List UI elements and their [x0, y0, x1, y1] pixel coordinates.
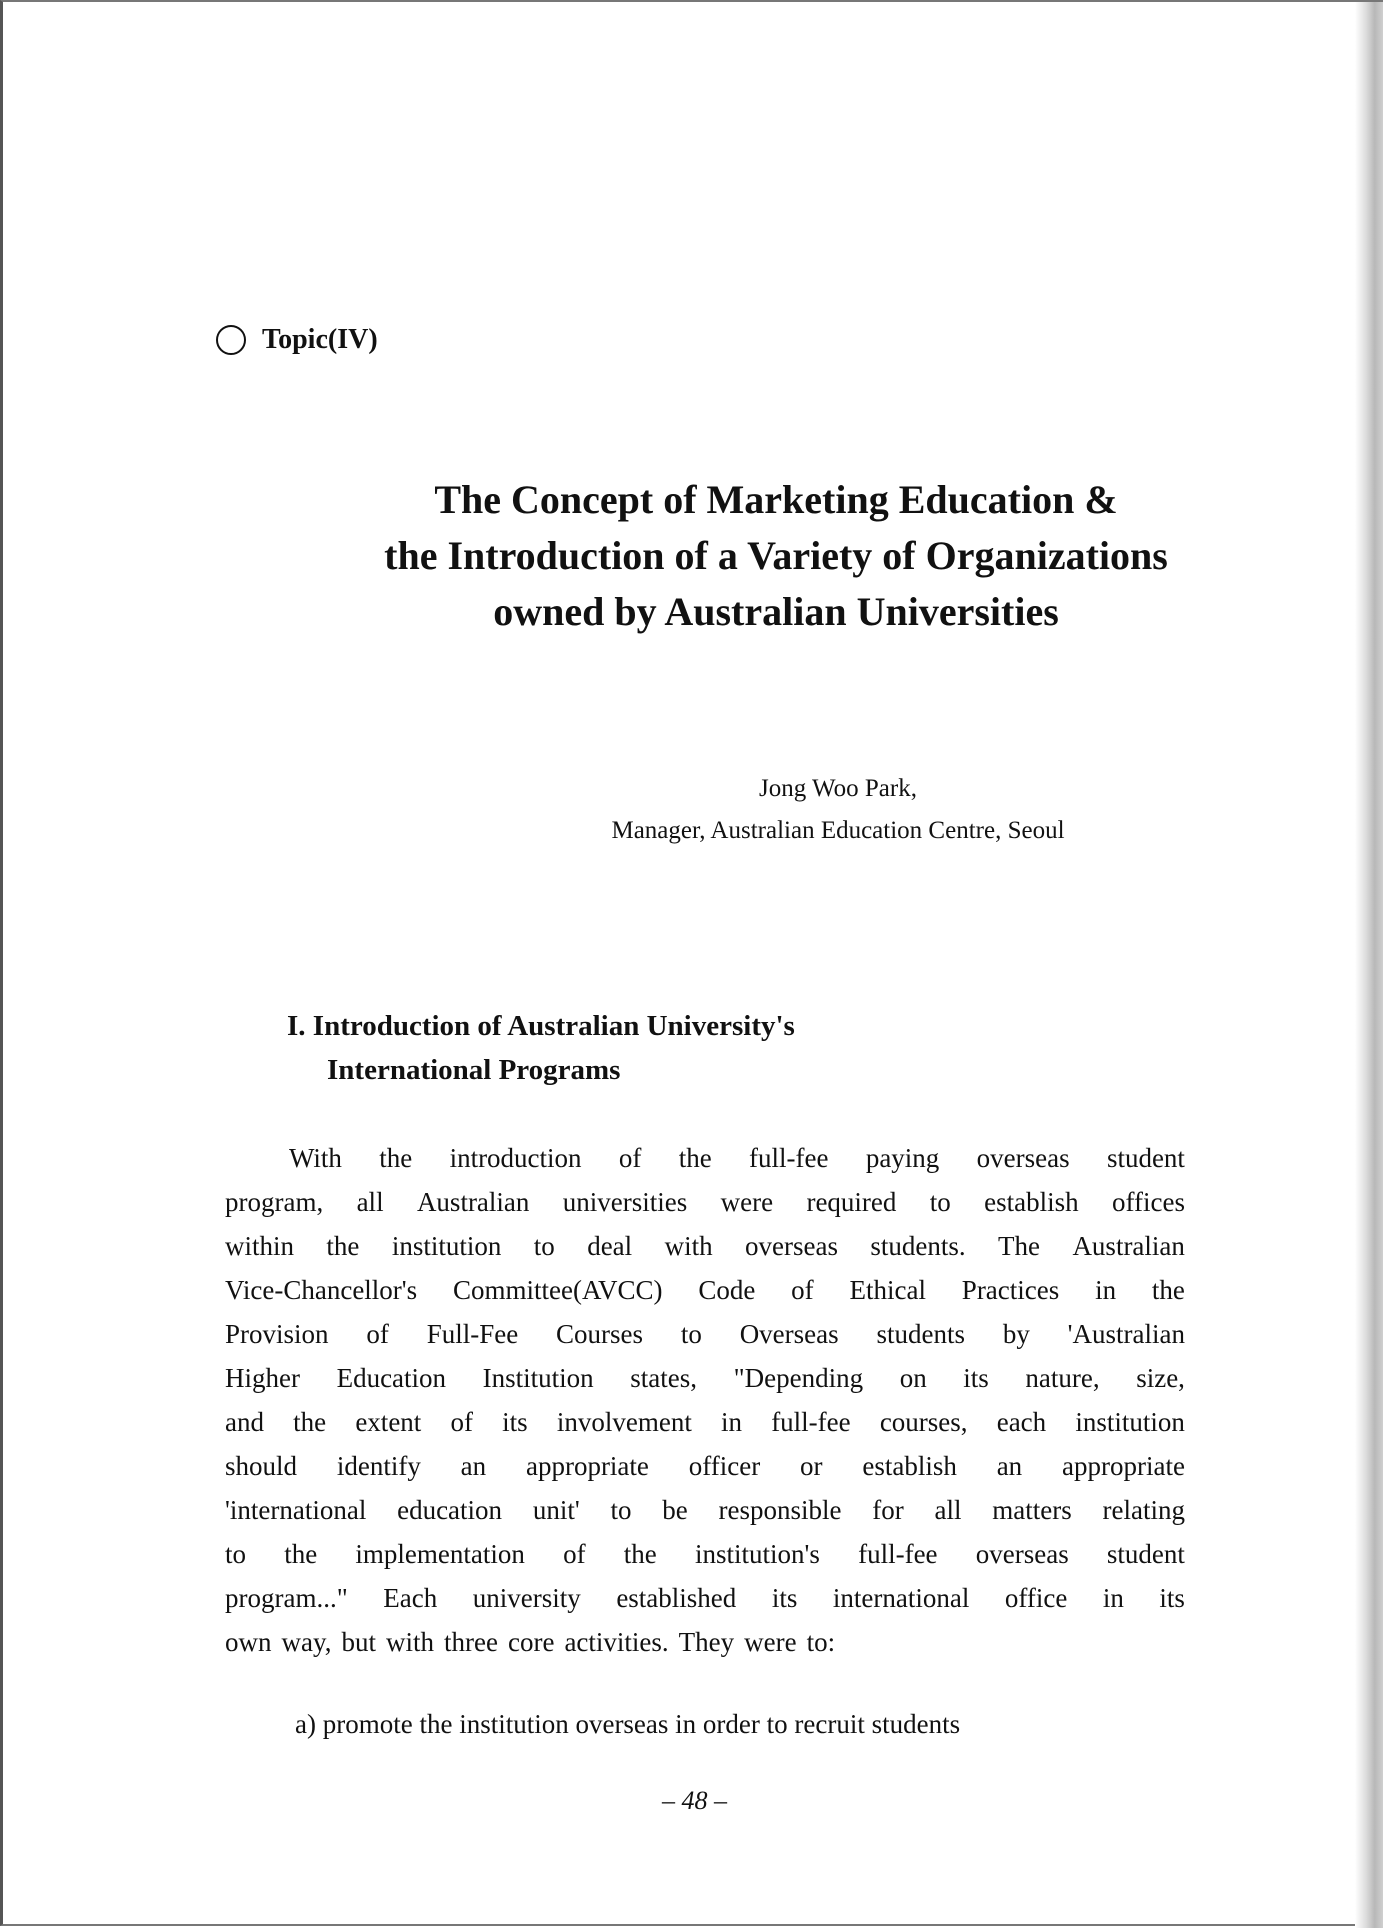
word: should [225, 1451, 298, 1481]
title-line: the Introduction of a Variety of Organizations [384, 533, 1168, 578]
word: all [356, 1187, 384, 1217]
word: in [721, 1407, 743, 1437]
paragraph-line [225, 1136, 1185, 1180]
word: own [225, 1627, 272, 1657]
author-name: Jong Woo Park, [759, 775, 917, 802]
word: offices [1112, 1187, 1185, 1217]
word: required [806, 1187, 897, 1217]
word: full-fee [749, 1143, 829, 1173]
word: paying [865, 1143, 940, 1173]
title-line: owned by Australian Universities [493, 589, 1059, 634]
paragraph-line [225, 1224, 1185, 1268]
word: but [341, 1627, 376, 1657]
word: implementation [355, 1539, 525, 1569]
word: activities. [564, 1627, 669, 1657]
word: nature, [1025, 1363, 1100, 1393]
word: student [1106, 1143, 1185, 1173]
list-item: a) promote the institution overseas in order to recruit students [295, 1709, 961, 1739]
word: Education [336, 1363, 447, 1393]
word: its [1159, 1583, 1185, 1613]
word: were [720, 1187, 774, 1217]
circle-bullet-icon [216, 325, 246, 355]
word: Practices [961, 1275, 1060, 1305]
page-number: – 48 – [662, 1786, 727, 1815]
topic-label: Topic(IV) [262, 324, 378, 355]
word: 'international [225, 1495, 367, 1525]
word: office [1004, 1583, 1068, 1613]
word: established [616, 1583, 737, 1613]
article-title [216, 472, 1336, 640]
word: international [832, 1583, 970, 1613]
word: Institution [482, 1363, 594, 1393]
word: students [876, 1319, 965, 1349]
word: program, [225, 1187, 324, 1217]
word: education [397, 1495, 503, 1525]
word: Full-Fee [426, 1319, 519, 1349]
word: overseas [975, 1539, 1069, 1569]
word: its [963, 1363, 989, 1393]
word: Courses [556, 1319, 644, 1349]
word: and [225, 1407, 264, 1437]
word: establish [862, 1451, 957, 1481]
paragraph-line [225, 1488, 1185, 1532]
word: full-fee [771, 1407, 851, 1437]
word: Each [383, 1583, 438, 1613]
word: the [379, 1143, 413, 1173]
word: Committee(AVCC) [453, 1275, 663, 1305]
body-paragraph [225, 1136, 1185, 1664]
word: be [662, 1495, 688, 1525]
word: identify [336, 1451, 421, 1481]
word: an [460, 1451, 487, 1481]
word: or [800, 1451, 823, 1481]
word: 'Australian [1067, 1319, 1185, 1349]
paragraph-line [225, 1532, 1185, 1576]
paragraph-line [225, 1400, 1185, 1444]
word: the [284, 1539, 318, 1569]
word: its [771, 1583, 798, 1613]
word: the [623, 1539, 657, 1569]
word: universities [562, 1187, 688, 1217]
word: institution [1075, 1407, 1185, 1437]
word: each [996, 1407, 1047, 1437]
section-heading-line: I. Introduction of Australian University's [287, 1010, 795, 1042]
word: deal [587, 1231, 633, 1261]
word: of [618, 1143, 642, 1173]
word: to [533, 1231, 555, 1261]
author-byline [303, 768, 1373, 852]
word: appropriate [525, 1451, 649, 1481]
section-heading-line: International Programs [327, 1054, 621, 1086]
section-heading [287, 1004, 795, 1092]
word: to: [806, 1627, 836, 1657]
author-affiliation: Manager, Australian Education Centre, Seoul [611, 817, 1065, 844]
word: overseas [745, 1231, 838, 1261]
word: matters [992, 1495, 1072, 1525]
word: way, [281, 1627, 332, 1657]
word: "Depending [733, 1363, 864, 1393]
word: the [293, 1407, 327, 1437]
word: institution's [695, 1539, 820, 1569]
word: with [664, 1231, 713, 1261]
word: of [450, 1407, 473, 1437]
word: full-fee [858, 1539, 938, 1569]
word: size, [1136, 1363, 1185, 1393]
word: relating [1102, 1495, 1185, 1525]
word: core [507, 1627, 555, 1657]
word: the [326, 1231, 360, 1261]
word: student [1106, 1539, 1185, 1569]
page-edge-shadow [1355, 2, 1383, 1928]
paragraph-line [225, 1312, 1185, 1356]
word: Vice-Chancellor's [225, 1275, 418, 1305]
word: courses, [879, 1407, 968, 1437]
word: within [225, 1231, 295, 1261]
paragraph-line [225, 1576, 1185, 1620]
word: establish [984, 1187, 1079, 1217]
word: program..." [225, 1583, 348, 1613]
word: of [563, 1539, 586, 1569]
word: involvement [556, 1407, 692, 1437]
word: Overseas [739, 1319, 839, 1349]
word: an [996, 1451, 1023, 1481]
word: Code [698, 1275, 756, 1305]
word: on [899, 1363, 927, 1393]
word: for [872, 1495, 904, 1525]
paragraph-line [225, 1444, 1185, 1488]
word: to [225, 1539, 247, 1569]
word: university [472, 1583, 581, 1613]
word: in [1095, 1275, 1117, 1305]
paragraph-line [225, 1268, 1185, 1312]
word: appropriate [1062, 1451, 1185, 1481]
word: the [678, 1143, 712, 1173]
word: Provision [225, 1319, 329, 1349]
word: With [289, 1143, 342, 1173]
word: three [444, 1627, 498, 1657]
title-line: The Concept of Marketing Education & [434, 477, 1118, 522]
word: Australian [1072, 1231, 1185, 1261]
word: by [1002, 1319, 1030, 1349]
word: responsible [718, 1495, 842, 1525]
word: its [502, 1407, 528, 1437]
word: to [680, 1319, 702, 1349]
word: to [929, 1187, 951, 1217]
word: of [366, 1319, 389, 1349]
word: unit' [532, 1495, 580, 1525]
paragraph-line [225, 1620, 1185, 1664]
word: students. [870, 1231, 966, 1261]
word: introduction [449, 1143, 582, 1173]
topic-heading [216, 324, 378, 356]
word: institution [391, 1231, 502, 1261]
paragraph-line [225, 1356, 1185, 1400]
word: of [791, 1275, 814, 1305]
word: in [1102, 1583, 1124, 1613]
word: Australian [416, 1187, 530, 1217]
word: to [610, 1495, 632, 1525]
word: Ethical [849, 1275, 926, 1305]
word: Higher [225, 1363, 300, 1393]
word: were [744, 1627, 797, 1657]
word: with [386, 1627, 435, 1657]
word: all [934, 1495, 962, 1525]
word: the [1151, 1275, 1185, 1305]
word: officer [688, 1451, 761, 1481]
word: extent [355, 1407, 422, 1437]
word: The [998, 1231, 1041, 1261]
word: states, [630, 1363, 697, 1393]
word: overseas [976, 1143, 1070, 1173]
word: They [678, 1627, 735, 1657]
paragraph-line [225, 1180, 1185, 1224]
